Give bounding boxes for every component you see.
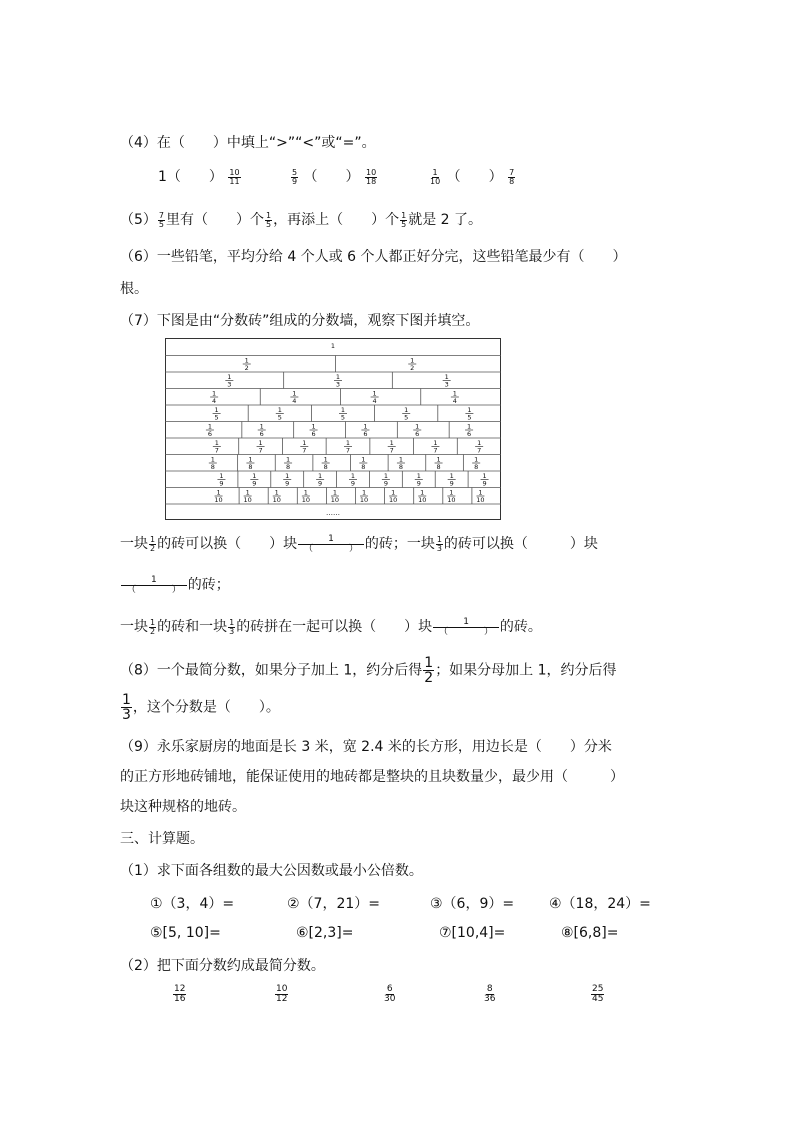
fraction: $\frac{1}{2}$: [424, 655, 434, 686]
text: 的砖。: [499, 619, 542, 635]
brick-label-denominator: 7: [345, 446, 351, 455]
q5-label: （5）: [120, 212, 157, 228]
brick-label-numerator: 1: [482, 472, 487, 480]
brick-label-numerator: 1: [444, 373, 449, 381]
brick-label-denominator: 7: [258, 446, 263, 455]
brick-label-numerator: 1: [372, 389, 377, 398]
brick-label-denominator: 5: [214, 413, 219, 422]
brick-label-numerator: 1: [216, 488, 221, 497]
brick-label-denominator: 6: [363, 430, 368, 438]
fraction: $\frac{7}{5}$: [158, 210, 165, 229]
brick-label-denominator: 10: [243, 496, 252, 504]
gcd-item-2: ②（7，21）=: [287, 896, 381, 912]
brick-label-denominator: 4: [212, 397, 217, 405]
brick-label-numerator: 1: [467, 406, 472, 414]
brick-label-denominator: 2: [410, 364, 415, 372]
brick-label-numerator: 1: [245, 488, 250, 497]
brick-label-denominator: 8: [474, 463, 479, 471]
brick-label-denominator: 9: [219, 479, 224, 488]
fraction-blank: $\frac{1}{( )}$: [433, 618, 499, 637]
q4-item-3: [428, 166, 516, 186]
brick-label-numerator: 1: [303, 488, 308, 497]
text: ，这个分数是（ ）。: [132, 699, 280, 716]
q4-item-1-left: 1（ ）: [158, 169, 223, 185]
brick-label-numerator: 1: [207, 422, 212, 431]
brick-label-denominator: 6: [415, 430, 420, 438]
brick-label-numerator: 1: [410, 356, 415, 365]
brick-label-numerator: 1: [248, 455, 253, 464]
brick-label-numerator: 1: [383, 472, 388, 480]
brick-label-numerator: 1: [467, 422, 472, 431]
brick-label-denominator: 5: [340, 413, 346, 422]
brick-label-numerator: 1: [416, 472, 421, 480]
brick-label-denominator: 10: [447, 496, 456, 504]
q9-line-2: 的正方形地砖铺地，能保证使用的地砖都是整块的且块数量少，最少用（ ）: [120, 769, 624, 785]
q8-line-2: [120, 693, 280, 722]
text: 的砖；一块: [364, 536, 435, 552]
text: 的砖可以换（ ）块: [443, 536, 598, 552]
fraction: $\frac{1}{3}$: [229, 617, 235, 636]
fraction: $\frac{5}{9}$: [292, 167, 298, 186]
brick-label-denominator: 7: [477, 446, 482, 455]
brick-label-denominator: 2: [244, 364, 249, 372]
brick-label-numerator: 1: [244, 356, 249, 365]
answer-blank: （ ）: [303, 169, 360, 185]
q7-sentence-2: [120, 575, 230, 595]
brick-label-numerator: 1: [302, 439, 307, 447]
brick-label-numerator: 1: [214, 406, 219, 414]
brick-label-numerator: 1: [323, 455, 328, 464]
calc-q2-title: （2）把下面分数约成最简分数。: [120, 958, 325, 974]
brick-label-denominator: 6: [207, 430, 212, 438]
brick-label-denominator: 10: [330, 496, 340, 504]
gcd-item-4: ④（18，24）=: [549, 896, 651, 912]
fraction-blank: $\frac{1}{( )}$: [121, 576, 187, 595]
brick-label-numerator: 1: [452, 389, 457, 398]
brick-label-denominator: 9: [350, 479, 356, 488]
brick-label-denominator: 3: [335, 380, 341, 389]
brick-label-numerator: 1: [258, 439, 263, 447]
brick-label-numerator: 1: [474, 455, 479, 464]
brick-label-numerator: 1: [398, 455, 404, 464]
brick-label-numerator: 1: [274, 488, 279, 497]
brick-label-numerator: 1: [449, 488, 454, 497]
section-3-title: 三、计算题。: [120, 831, 204, 847]
gcd-item-1: ①（3，4）=: [150, 896, 235, 912]
brick-label-numerator: 1: [277, 406, 282, 414]
text: 的砖拼在一起可以换（ ）块: [236, 619, 433, 635]
brick-label-numerator: 1: [252, 472, 257, 480]
brick-label-denominator: 10: [389, 496, 398, 504]
brick-label-denominator: 6: [467, 430, 472, 438]
answer-blank: （ ）: [446, 169, 503, 185]
text: 的砖可以换（ ）块: [157, 536, 298, 552]
brick-label-numerator: 1: [227, 373, 232, 381]
brick-label-numerator: 1: [404, 406, 409, 414]
fraction-blank: $\frac{1}{( )}$: [298, 535, 364, 554]
brick-label-denominator: 9: [449, 479, 454, 488]
fraction: $\frac{1}{3}$: [436, 534, 442, 553]
calc-q1-title: （1）求下面各组数的最大公因数或最小公倍数。: [120, 863, 423, 879]
brick-label-numerator: 1: [420, 488, 425, 497]
brick-label-numerator: 1: [478, 488, 483, 497]
q5-text-1: 里有（ ）个: [166, 212, 265, 228]
lcm-item-1: ⑤[5, 10]=: [150, 925, 221, 941]
brick-label-denominator: 7: [302, 446, 307, 455]
brick-label-denominator: 8: [285, 463, 291, 471]
q5-text-2: ，再添上（ ）个: [273, 212, 400, 228]
brick-label-denominator: 6: [311, 430, 316, 438]
q6-line-2: 根。: [120, 281, 148, 297]
brick-label-denominator: 10: [418, 496, 427, 504]
brick-label-denominator: 7: [389, 446, 394, 455]
text: 一块: [120, 619, 148, 635]
q6-line-1: （6）一些铅笔，平均分给 4 个人或 6 个人都正好分完，这些铅笔最少有（ ）: [120, 249, 627, 265]
brick-label-numerator: 1: [330, 342, 336, 350]
q4-item-1: [158, 166, 242, 186]
brick-label-numerator: 1: [285, 455, 291, 464]
brick-label-numerator: 1: [449, 472, 454, 480]
reduce-fraction-3: $\frac{6}{30}$: [384, 984, 396, 1004]
q9-line-1: （9）永乐家厨房的地面是长 3 米，宽 2.4 米的长方形，用边长是（ ）分米: [120, 739, 612, 755]
brick-label-numerator: 1: [345, 439, 351, 447]
reduce-fraction-2: $\frac{10}{12}$: [276, 984, 288, 1004]
brick-label-denominator: 9: [252, 479, 257, 488]
brick-label-numerator: 1: [436, 455, 441, 464]
text: 的砖；: [187, 577, 230, 593]
fraction: $\frac{10}{18}$: [366, 167, 377, 186]
brick-label-numerator: 1: [332, 488, 338, 497]
brick-label-numerator: 1: [335, 373, 341, 381]
brick-label-denominator: 8: [361, 463, 366, 471]
brick-label-denominator: 8: [248, 463, 253, 471]
q4-title: （4）在（ ）中填上“>”“<”或“=”。: [120, 135, 376, 151]
fraction-wall: [165, 338, 501, 520]
q7-sentence-1: [120, 534, 598, 554]
brick-label-numerator: 1: [363, 422, 368, 431]
brick-label-denominator: 9: [383, 479, 388, 488]
brick-label-numerator: 1: [219, 472, 224, 480]
q7-sentence-3: [120, 617, 542, 637]
fraction: $\frac{1}{10}$: [430, 167, 441, 186]
lcm-item-2: ⑥[2,3]=: [296, 925, 354, 941]
brick-label-denominator: 4: [292, 397, 297, 405]
brick-label-denominator: 8: [210, 463, 215, 471]
brick-label-denominator: 3: [227, 380, 232, 389]
fraction: $\frac{10}{11}$: [229, 167, 240, 186]
brick-label-denominator: 5: [277, 413, 282, 422]
q9-line-3: 块这种规格的地砖。: [120, 799, 246, 815]
brick-label-denominator: 4: [372, 397, 377, 405]
lcm-item-3: ⑦[10,4]=: [439, 925, 506, 941]
q5-text-3: 就是 2 了。: [408, 212, 483, 228]
fraction: $\frac{1}{2}$: [150, 534, 156, 553]
brick-label-denominator: 5: [467, 413, 472, 422]
text: ；如果分母加上 1，约分后得: [435, 662, 617, 679]
brick-label-denominator: 7: [433, 446, 438, 455]
brick-label-numerator: 1: [212, 389, 217, 398]
brick-label-numerator: 1: [285, 472, 290, 480]
lcm-item-4: ⑧[6,8]=: [561, 925, 619, 941]
brick-label-numerator: 1: [318, 472, 323, 480]
fraction: $\frac{1}{5}$: [266, 210, 272, 229]
brick-label-denominator: 10: [476, 496, 485, 504]
brick-label-numerator: 1: [391, 488, 396, 497]
q5-line: [120, 210, 482, 230]
brick-label-numerator: 1: [259, 422, 264, 431]
brick-label-numerator: 1: [340, 406, 346, 414]
brick-label-denominator: 10: [214, 496, 223, 504]
q7-title: （7）下图是由“分数砖”组成的分数墙，观察下图并填空。: [120, 313, 480, 329]
brick-label-denominator: 10: [359, 496, 369, 504]
brick-label-denominator: 7: [214, 446, 219, 455]
brick-label-numerator: 1: [415, 422, 420, 431]
q4-item-2: [290, 166, 378, 186]
brick-label-denominator: 9: [482, 479, 487, 488]
q8-line-1: [120, 656, 617, 685]
brick-label-denominator: 8: [436, 463, 441, 471]
brick-label-denominator: 9: [285, 479, 290, 488]
fraction: $\frac{1}{2}$: [150, 617, 156, 636]
text: （8）一个最简分数，如果分子加上 1，约分后得: [120, 662, 423, 679]
brick-label-numerator: 1: [292, 389, 297, 398]
brick-label-denominator: 8: [323, 463, 328, 471]
brick-label-numerator: 1: [210, 455, 215, 464]
brick-label-denominator: 9: [318, 479, 323, 488]
reduce-fraction-4: $\frac{8}{36}$: [484, 984, 496, 1004]
brick-label-numerator: 1: [433, 439, 438, 447]
fraction: $\frac{7}{8}$: [509, 167, 515, 186]
brick-label-numerator: 1: [361, 488, 367, 497]
brick-label-numerator: 1: [311, 422, 316, 431]
brick-label-denominator: 3: [444, 380, 449, 389]
reduce-fraction-5: $\frac{25}{45}$: [592, 984, 604, 1004]
text: 的砖和一块: [157, 619, 228, 635]
brick-label-numerator: 1: [477, 439, 482, 447]
fraction: $\frac{1}{3}$: [122, 692, 131, 723]
brick-label-denominator: 5: [404, 413, 409, 422]
brick-label-denominator: 8: [398, 463, 404, 471]
brick-label-numerator: 1: [361, 455, 366, 464]
text: 一块: [120, 536, 148, 552]
brick-label-denominator: 10: [272, 496, 281, 504]
brick-label-numerator: 1: [350, 472, 356, 480]
brick-label-denominator: 10: [301, 496, 310, 504]
reduce-fraction-1: $\frac{12}{16}$: [174, 984, 186, 1004]
brick-label-denominator: 4: [452, 397, 457, 405]
gcd-item-3: ③（6，9）=: [430, 896, 515, 912]
brick-label-numerator: 1: [214, 439, 219, 447]
brick-label-denominator: 6: [259, 430, 264, 438]
brick-label-denominator: 9: [416, 479, 421, 488]
wall-ellipsis: ……: [326, 509, 340, 517]
fraction: $\frac{1}{5}$: [401, 210, 407, 229]
brick-label-numerator: 1: [389, 439, 394, 447]
